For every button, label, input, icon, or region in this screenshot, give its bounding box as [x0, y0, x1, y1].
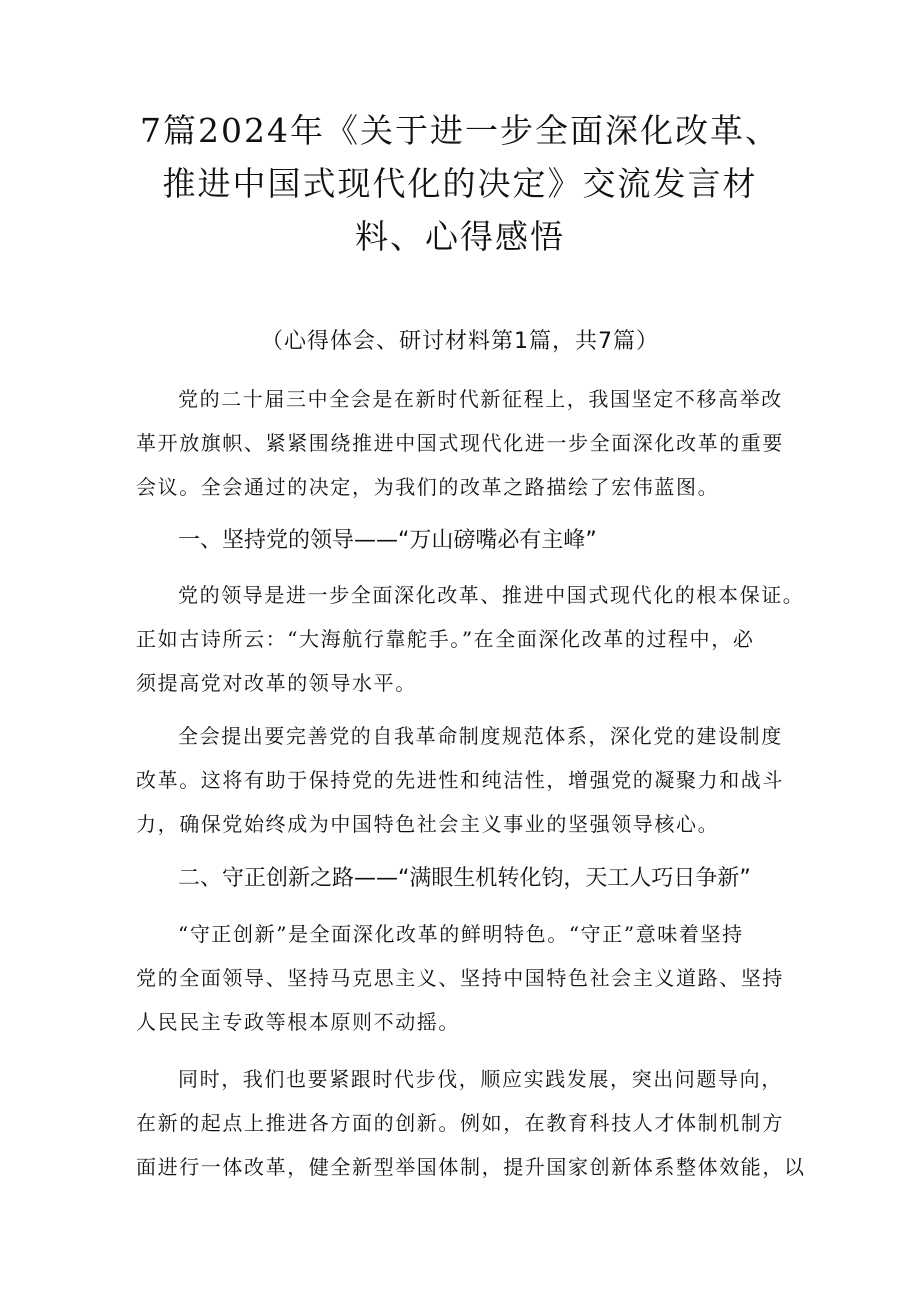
paragraph-line: 正如古诗所云：“大海航行靠舵手。”在全面深化改革的过程中，必: [136, 627, 755, 651]
paragraph-self-revolution: [136, 714, 804, 846]
paragraph-line: 党的领导是进一步全面深化改革、推进中国式现代化的根本保证。: [178, 583, 805, 607]
paragraph-line: 全会提出要完善党的自我革命制度规范体系，深化党的建设制度: [178, 724, 783, 748]
paragraph-party-leadership: [136, 573, 804, 705]
paragraph-intro: [136, 377, 804, 509]
paragraph-line: 党的二十届三中全会是在新时代新征程上，我国坚定不移高举改: [178, 387, 783, 411]
title-line: 推进中国式现代化的决定》交流发言材: [162, 164, 758, 203]
title-line: 料、心得感悟: [355, 217, 565, 256]
paragraph-line: 力，确保党始终成为中国特色社会主义事业的坚强领导核心。: [136, 812, 720, 836]
paragraph-line: 在新的起点上推进各方面的创新。例如，在教育科技人才体制机制方: [136, 1111, 784, 1135]
paragraph-line: “守正创新”是全面深化改革的鲜明特色。“守正”意味着坚持: [178, 922, 744, 946]
document-title: [0, 104, 920, 263]
section-heading-1: 一、坚持党的领导——“万山磅嘴必有主峰”: [178, 528, 597, 553]
title-line: 7篇2024年《关于进一步全面深化改革、: [140, 111, 780, 150]
document-subtitle: （心得体会、研讨材料第1篇，共7篇）: [261, 329, 659, 354]
paragraph-line: 须提高党对改革的领导水平。: [136, 671, 417, 695]
section-heading-2: 二、守正创新之路——“满眼生机转化钧，天工人巧日争新”: [178, 866, 751, 891]
paragraph-line: 会议。全会通过的决定，为我们的改革之路描绘了宏伟蓝图。: [136, 475, 720, 499]
paragraph-line: 同时，我们也要紧跟时代步伐，顺应实践发展，突出问题导向，: [178, 1067, 783, 1091]
paragraph-line: 改革。这将有助于保持党的先进性和纯洁性，增强党的凝聚力和战斗: [136, 768, 784, 792]
paragraph-line: 人民民主专政等根本原则不动摇。: [136, 1010, 460, 1034]
paragraph-upholding-fundamentals: [136, 912, 804, 1044]
paragraph-line: 面进行一体改革，健全新型举国体制，提升国家创新体系整体效能，以: [136, 1155, 806, 1179]
paragraph-innovation: [136, 1057, 804, 1189]
paragraph-line: 党的全面领导、坚持马克思主义、坚持中国特色社会主义道路、坚持: [136, 966, 784, 990]
paragraph-line: 革开放旗帜、紧紧围绕推进中国式现代化进一步全面深化改革的重要: [136, 431, 784, 455]
